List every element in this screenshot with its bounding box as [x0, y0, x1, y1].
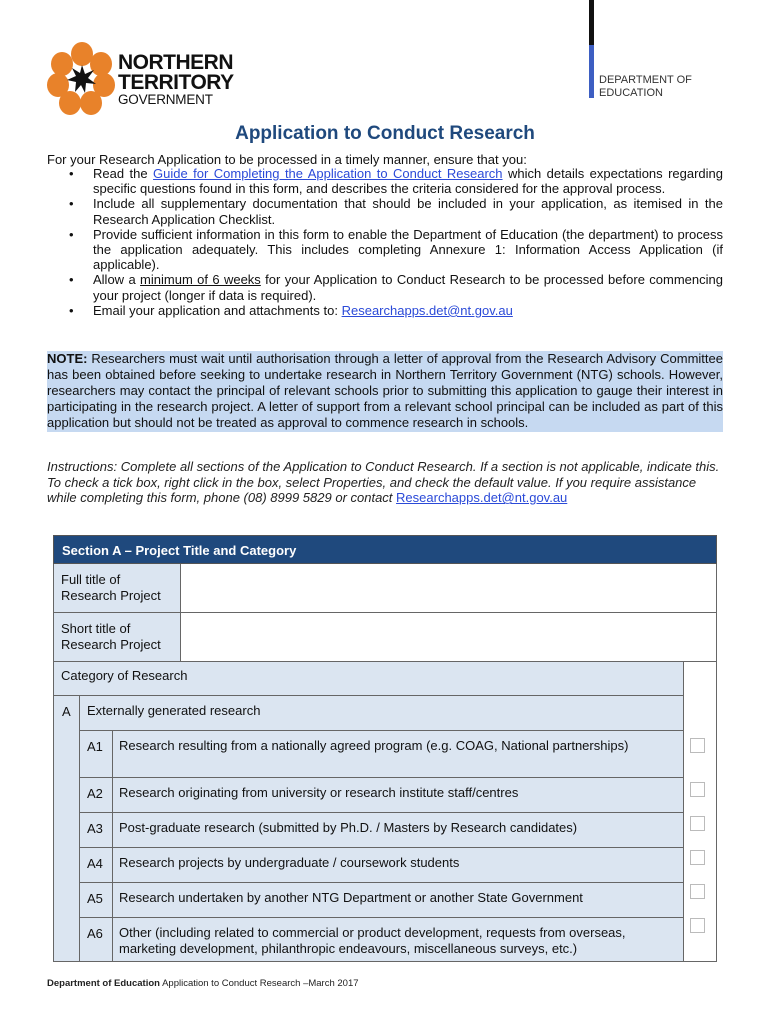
short-title-input[interactable] — [181, 613, 716, 661]
item-code: A3 — [80, 813, 113, 847]
checkbox-a5[interactable] — [690, 884, 705, 899]
bullet-text: Read the — [93, 166, 154, 181]
footer-department: Department of Education — [47, 978, 160, 989]
logo-line-1: NORTHERN — [118, 51, 233, 74]
note-box — [47, 351, 723, 432]
full-title-input[interactable] — [181, 564, 716, 612]
list-item — [47, 272, 723, 302]
bullet-text: which details expectations regarding specific questions found in this form, and describes the criteria considered for the approval process. — [93, 166, 724, 197]
category-item-a5 — [80, 883, 683, 918]
item-text: Research undertaken by another NTG Department or another State Government — [119, 890, 583, 905]
category-item-a6 — [80, 918, 683, 961]
logo-line-3: GOVERNMENT — [118, 92, 213, 107]
bullet-text: for your Application to Conduct Research to be processed before commencing your project (longer if data is required). — [93, 272, 723, 303]
requirements-list — [47, 166, 723, 318]
group-title: Externally generated research — [80, 696, 683, 731]
header-bar-blue — [589, 45, 594, 98]
department-line-2: EDUCATION — [599, 87, 663, 99]
category-item-a3 — [80, 813, 683, 848]
instructions — [47, 459, 723, 506]
full-title-label — [54, 564, 181, 612]
label-line: Research Project — [61, 637, 161, 652]
item-text: Research originating from university or research institute staff/centres — [119, 785, 519, 800]
list-item — [47, 227, 723, 273]
bullet-text: Provide sufficient information in this form to enable the Department of Education (the department) to process the application adequately. This includes completing Annexure 1: Information Access Application (if applicable). — [93, 226, 723, 273]
checkbox-column — [684, 662, 716, 961]
category-of-research — [53, 662, 717, 962]
header-bar-black — [589, 0, 594, 45]
list-item — [47, 196, 723, 226]
category-label: Category of Research — [54, 662, 683, 696]
page-title: Application to Conduct Research — [235, 123, 535, 144]
bullet-text: Allow a — [93, 272, 141, 288]
category-item-a1 — [80, 731, 683, 778]
department-line-1: DEPARTMENT OF — [599, 74, 692, 86]
section-a-heading: Section A – Project Title and Category — [53, 535, 717, 564]
label-line: Short title of — [61, 621, 131, 636]
item-text: Post-graduate research (submitted by Ph.D. / Masters by Research candidates) — [119, 820, 578, 835]
list-item — [47, 166, 723, 196]
item-code: A4 — [80, 848, 113, 882]
underlined-text: minimum of 6 weeks — [140, 272, 261, 288]
section-a-table — [53, 535, 717, 962]
page-footer — [47, 978, 359, 989]
instructions-text: Instructions: Complete all sections of the Application to Conduct Research. If a section is not applicable, indicate this. To check a tick box, right click in the box, select Properties, and check the default value. If you require assistance while completing this form, phone (08) 8999 5829 or contact — [47, 459, 720, 506]
department-name — [599, 74, 692, 100]
item-code: A2 — [80, 778, 113, 812]
item-text: Research projects by undergraduate / coursework students — [119, 855, 460, 870]
bullet-text: Include all supplementary documentation that should be included in your application, as itemised in the Research Application Checklist. — [93, 196, 723, 227]
footer-text: Application to Conduct Research –March 2017 — [159, 978, 359, 989]
category-item-a2 — [80, 778, 683, 813]
short-title-row — [53, 613, 717, 662]
full-title-row — [53, 564, 717, 613]
item-text: Research resulting from a nationally agreed program (e.g. COAG, National partnerships) — [119, 738, 629, 753]
label-line: Research Project — [61, 588, 161, 603]
category-list — [54, 662, 684, 961]
item-code: A6 — [80, 918, 113, 961]
group-body — [79, 696, 683, 961]
checkbox-a3[interactable] — [690, 816, 705, 831]
item-text: Other (including related to commercial or product development, requests from overseas, marketing development, philanthropic endeavours, miscellaneous surveys, etc.) — [119, 925, 626, 956]
instructions-email-link[interactable]: Researchapps.det@nt.gov.au — [396, 490, 568, 506]
category-group-a — [54, 696, 683, 961]
label-line: Full title of — [61, 572, 121, 587]
checkbox-a4[interactable] — [690, 850, 705, 865]
category-item-a4 — [80, 848, 683, 883]
note-label: NOTE: — [47, 351, 88, 366]
logo-wordmark — [118, 52, 234, 107]
checkbox-a2[interactable] — [690, 782, 705, 797]
logo-line-2: TERRITORY — [118, 71, 234, 94]
list-item — [47, 303, 723, 318]
item-code: A1 — [80, 731, 113, 777]
item-code: A5 — [80, 883, 113, 917]
short-title-label — [54, 613, 181, 661]
note-text: Researchers must wait until authorisation through a letter of approval from the Research Advisory Committee has been obtained before seeking to undertake research in Northern Territory Government (NTG) schools. However, researchers may contact the principal of relevant schools prior to submitting this application to gauge their interest in participating in the research project. A letter of support from a relevant school principal can be included as part of this application but should not be treated as approval to commence research in schools. — [47, 351, 723, 430]
group-letter: A — [62, 704, 71, 719]
flower-emblem-icon — [45, 41, 119, 115]
bullet-text: Email your application and attachments to: — [93, 302, 342, 318]
checkbox-a6[interactable] — [690, 918, 705, 933]
email-link[interactable]: Researchapps.det@nt.gov.au — [341, 302, 513, 318]
intro-text: For your Research Application to be processed in a timely manner, ensure that you: — [47, 152, 527, 167]
guide-link[interactable]: Guide for Completing the Application to Conduct Research — [153, 166, 503, 181]
checkbox-a1[interactable] — [690, 738, 705, 753]
